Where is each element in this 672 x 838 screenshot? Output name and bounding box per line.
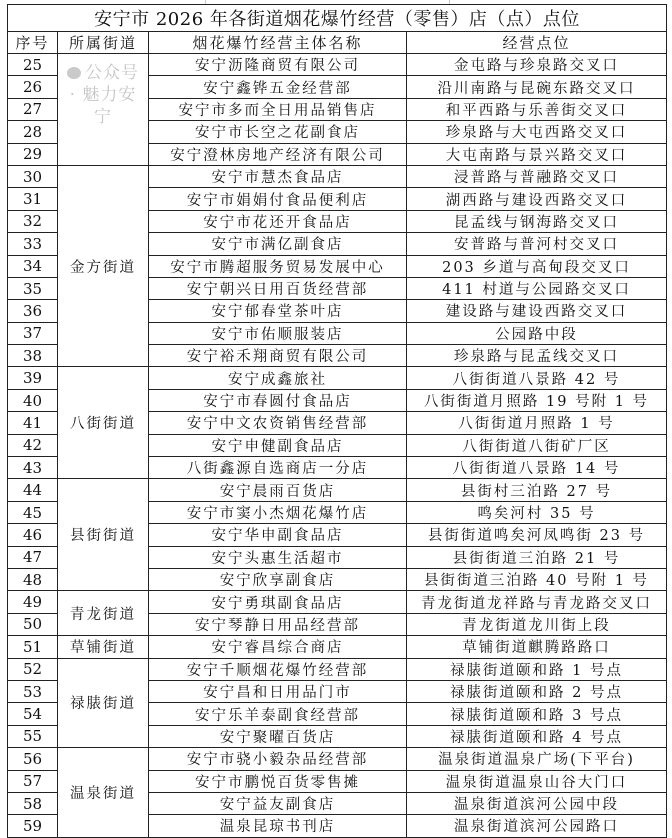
business-name: 安宁晨雨百货店	[149, 479, 407, 501]
location: 建设路与建设西路交叉口	[407, 300, 667, 322]
business-name: 安宁聚曜百货店	[149, 725, 407, 747]
location: 浸普路与普融路交叉口	[407, 165, 667, 187]
business-name: 安宁沥隆商贸有限公司	[149, 54, 407, 76]
business-name: 安宁市骁小毅杂品经营部	[149, 748, 407, 770]
location: 珍泉路与昆孟线交叉口	[407, 345, 667, 367]
business-name: 安宁市花还开食品店	[149, 210, 407, 232]
table-row	[8, 367, 667, 389]
business-name: 安宁成鑫旅社	[149, 367, 407, 389]
watermark-text: 公众号 · 魅力安宁	[69, 63, 139, 127]
location: 县街街道三泊路 40 号附 1 号	[407, 568, 667, 590]
location: 湖西路与建设西路交叉口	[407, 188, 667, 210]
location: 县街街道鸣矣河凤鸣街 23 号	[407, 524, 667, 546]
district-cell: 草铺街道	[58, 636, 149, 658]
header-district: 所属街道	[58, 32, 149, 54]
table-title: 安宁市 2026 年各街道烟花爆竹经营（零售）店（点）点位	[8, 5, 667, 32]
location: 和平西路与乐善街交叉口	[407, 98, 667, 120]
business-name: 安宁市春圆付食品店	[149, 389, 407, 411]
location: 珍泉路与大屯西路交叉口	[407, 121, 667, 143]
row-number: 33	[8, 233, 58, 255]
row-number: 37	[8, 322, 58, 344]
district-cell: 青龙街道	[58, 591, 149, 636]
table-row	[8, 54, 667, 76]
business-name: 安宁琴静日用品经营部	[149, 613, 407, 635]
business-name: 安宁睿昌综合商店	[149, 636, 407, 658]
business-name: 温泉昆琼书刊店	[149, 815, 407, 837]
row-number: 40	[8, 389, 58, 411]
location: 金屯路与珍泉路交叉口	[407, 54, 667, 76]
location: 八街街道月照路 1 号	[407, 412, 667, 434]
row-number: 28	[8, 121, 58, 143]
location: 青龙街道龙川街上段	[407, 613, 667, 635]
business-name: 安宁市腾超服务贸易发展中心	[149, 255, 407, 277]
location: 禄脿街道颐和路 1 号点	[407, 658, 667, 680]
row-number: 34	[8, 255, 58, 277]
row-number: 32	[8, 210, 58, 232]
row-number: 42	[8, 434, 58, 456]
location: 八街街道八景路 14 号	[407, 457, 667, 479]
table-row	[8, 591, 667, 613]
row-number: 54	[8, 703, 58, 725]
row-number: 25	[8, 54, 58, 76]
business-name: 安宁市佑顺服装店	[149, 322, 407, 344]
location: 温泉街道温泉山谷大门口	[407, 770, 667, 792]
district-cell: 金方街道	[58, 165, 149, 367]
row-number: 58	[8, 792, 58, 814]
location: 安普路与普河村交叉口	[407, 233, 667, 255]
row-number: 53	[8, 680, 58, 702]
business-name: 八街鑫源自选商店一分店	[149, 457, 407, 479]
business-name: 安宁市慧杰食品店	[149, 165, 407, 187]
row-number: 46	[8, 524, 58, 546]
business-name: 安宁市长空之花副食店	[149, 121, 407, 143]
location: 公园路中段	[407, 322, 667, 344]
row-number: 45	[8, 501, 58, 523]
business-name: 安宁中文农资销售经营部	[149, 412, 407, 434]
location: 昆孟线与钢海路交叉口	[407, 210, 667, 232]
header-business-name: 烟花爆竹经营主体名称	[149, 32, 407, 54]
location: 温泉街道滨河公园路口	[407, 815, 667, 837]
location: 203 乡道与高甸段交叉口	[407, 255, 667, 277]
business-name: 安宁澄林房地产经济有限公司	[149, 143, 407, 165]
row-number: 41	[8, 412, 58, 434]
location: 禄脿街道颐和路 3 号点	[407, 703, 667, 725]
business-name: 安宁市娟娟付食品便利店	[149, 188, 407, 210]
district-cell: 县街街道	[58, 479, 149, 591]
row-number: 38	[8, 345, 58, 367]
row-number: 35	[8, 277, 58, 299]
business-name: 安宁勇琪副食品店	[149, 591, 407, 613]
table-row	[8, 748, 667, 770]
header-location: 经营点位	[407, 32, 667, 54]
row-number: 43	[8, 457, 58, 479]
location: 县街村三泊路 27 号	[407, 479, 667, 501]
row-number: 39	[8, 367, 58, 389]
business-name: 安宁头惠生活超市	[149, 546, 407, 568]
row-number: 49	[8, 591, 58, 613]
row-number: 47	[8, 546, 58, 568]
row-number: 30	[8, 165, 58, 187]
row-number: 44	[8, 479, 58, 501]
business-name: 安宁裕禾翔商贸有限公司	[149, 345, 407, 367]
business-name: 安宁朝兴日用百货经营部	[149, 277, 407, 299]
row-number: 55	[8, 725, 58, 747]
business-name: 安宁欣享副食店	[149, 568, 407, 590]
location: 县街街道三泊路 21 号	[407, 546, 667, 568]
business-name: 安宁申健副食品店	[149, 434, 407, 456]
business-name: 安宁市满亿副食店	[149, 233, 407, 255]
row-number: 52	[8, 658, 58, 680]
location: 鸣矣河村 35 号	[407, 501, 667, 523]
location: 青龙街道龙祥路与青龙路交叉口	[407, 591, 667, 613]
business-name: 安宁昌和日用品门市	[149, 680, 407, 702]
row-number: 48	[8, 568, 58, 590]
row-number: 56	[8, 748, 58, 770]
row-number: 51	[8, 636, 58, 658]
location: 沿川南路与昆碗东路交叉口	[407, 76, 667, 98]
business-name: 安宁市鹏悦百货零售摊	[149, 770, 407, 792]
location: 411 村道与公园路交叉口	[407, 277, 667, 299]
table-row	[8, 658, 667, 680]
district-cell: 八街街道	[58, 367, 149, 479]
district-cell: 温泉街道	[58, 748, 149, 838]
table-row	[8, 165, 667, 187]
business-name: 安宁市多而全日用品销售店	[149, 98, 407, 120]
location: 大屯南路与景兴路交叉口	[407, 143, 667, 165]
header-number: 序号	[8, 32, 58, 54]
location: 草铺街道麒腾路路口	[407, 636, 667, 658]
row-number: 27	[8, 98, 58, 120]
location: 八街街道八景路 42 号	[407, 367, 667, 389]
row-number: 26	[8, 76, 58, 98]
district-cell: 禄脿街道	[58, 658, 149, 748]
table-body	[8, 54, 667, 838]
row-number: 29	[8, 143, 58, 165]
business-name: 安宁益友副食店	[149, 792, 407, 814]
business-name: 安宁千顺烟花爆竹经营部	[149, 658, 407, 680]
row-number: 31	[8, 188, 58, 210]
business-name: 安宁乐羊泰副食经营部	[149, 703, 407, 725]
firework-retail-points-table	[7, 4, 667, 838]
business-name: 安宁市窦小杰烟花爆竹店	[149, 501, 407, 523]
business-name: 安宁鑫铧五金经营部	[149, 76, 407, 98]
row-number: 50	[8, 613, 58, 635]
location: 八街街道月照路 19 号附 1 号	[407, 389, 667, 411]
location: 温泉街道滨河公园中段	[407, 792, 667, 814]
row-number: 59	[8, 815, 58, 837]
business-name: 安宁郁春堂茶叶店	[149, 300, 407, 322]
row-number: 57	[8, 770, 58, 792]
location: 温泉街道温泉广场(下平台)	[407, 748, 667, 770]
location: 禄脿街道颐和路 4 号点	[407, 725, 667, 747]
location: 八街街道八街矿厂区	[407, 434, 667, 456]
table-row	[8, 479, 667, 501]
table-row	[8, 636, 667, 658]
row-number: 36	[8, 300, 58, 322]
business-name: 安宁华申副食品店	[149, 524, 407, 546]
location: 禄脿街道颐和路 2 号点	[407, 680, 667, 702]
district-cell	[58, 54, 149, 166]
